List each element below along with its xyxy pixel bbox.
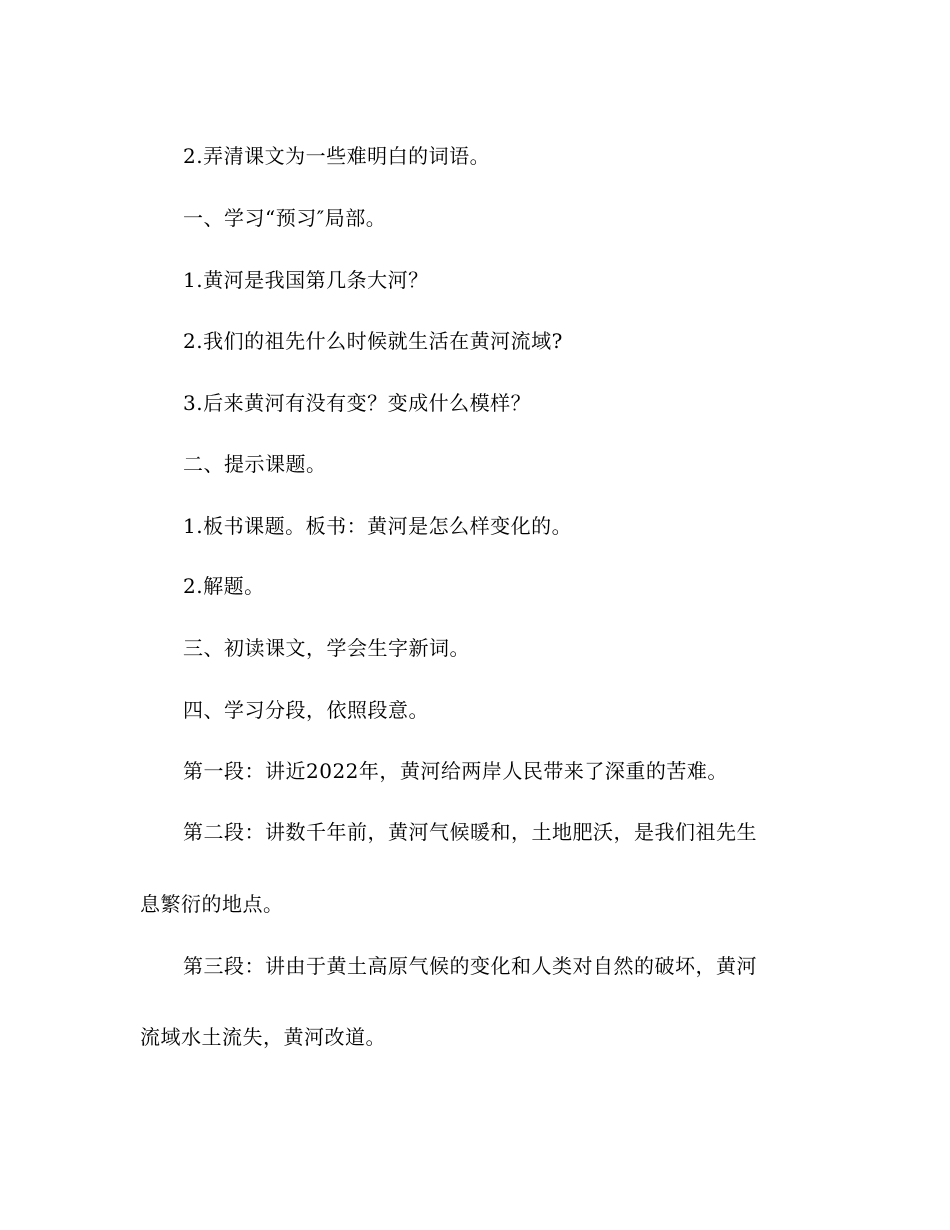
paragraph-line: 3.后来黄河有没有变？变成什么模样？ [183, 391, 532, 415]
paragraph-line: 四、学习分段，依照段意。 [183, 698, 429, 722]
paragraph-line-continuation: 息繁衍的地点。 [140, 892, 284, 916]
paragraph-line: 二、提示课题。 [183, 452, 327, 476]
paragraph-line-continuation: 流域水土流失，黄河改道。 [140, 1025, 386, 1049]
paragraph-line: 1.黄河是我国第几条大河？ [183, 268, 429, 292]
paragraph-line: 2.弄清课文为一些难明白的词语。 [183, 144, 491, 168]
paragraph-line: 2.我们的祖先什么时候就生活在黄河流域? [183, 329, 563, 353]
paragraph-line: 第三段：讲由于黄土高原气候的变化和人类对自然的破坏，黄河 [183, 954, 757, 978]
paragraph-line: 第一段：讲近2022年，黄河给两岸人民带来了深重的苦难。 [183, 759, 728, 783]
paragraph-line: 第二段：讲数千年前，黄河气候暖和，土地肥沃，是我们祖先生 [183, 820, 757, 844]
paragraph-line: 三、初读课文，学会生字新词。 [183, 636, 470, 660]
paragraph-line: 1.板书课题。板书：黄河是怎么样变化的。 [183, 514, 573, 538]
paragraph-line: 一、学习“预习″局部。 [183, 206, 387, 230]
paragraph-line: 2.解题。 [183, 574, 265, 598]
